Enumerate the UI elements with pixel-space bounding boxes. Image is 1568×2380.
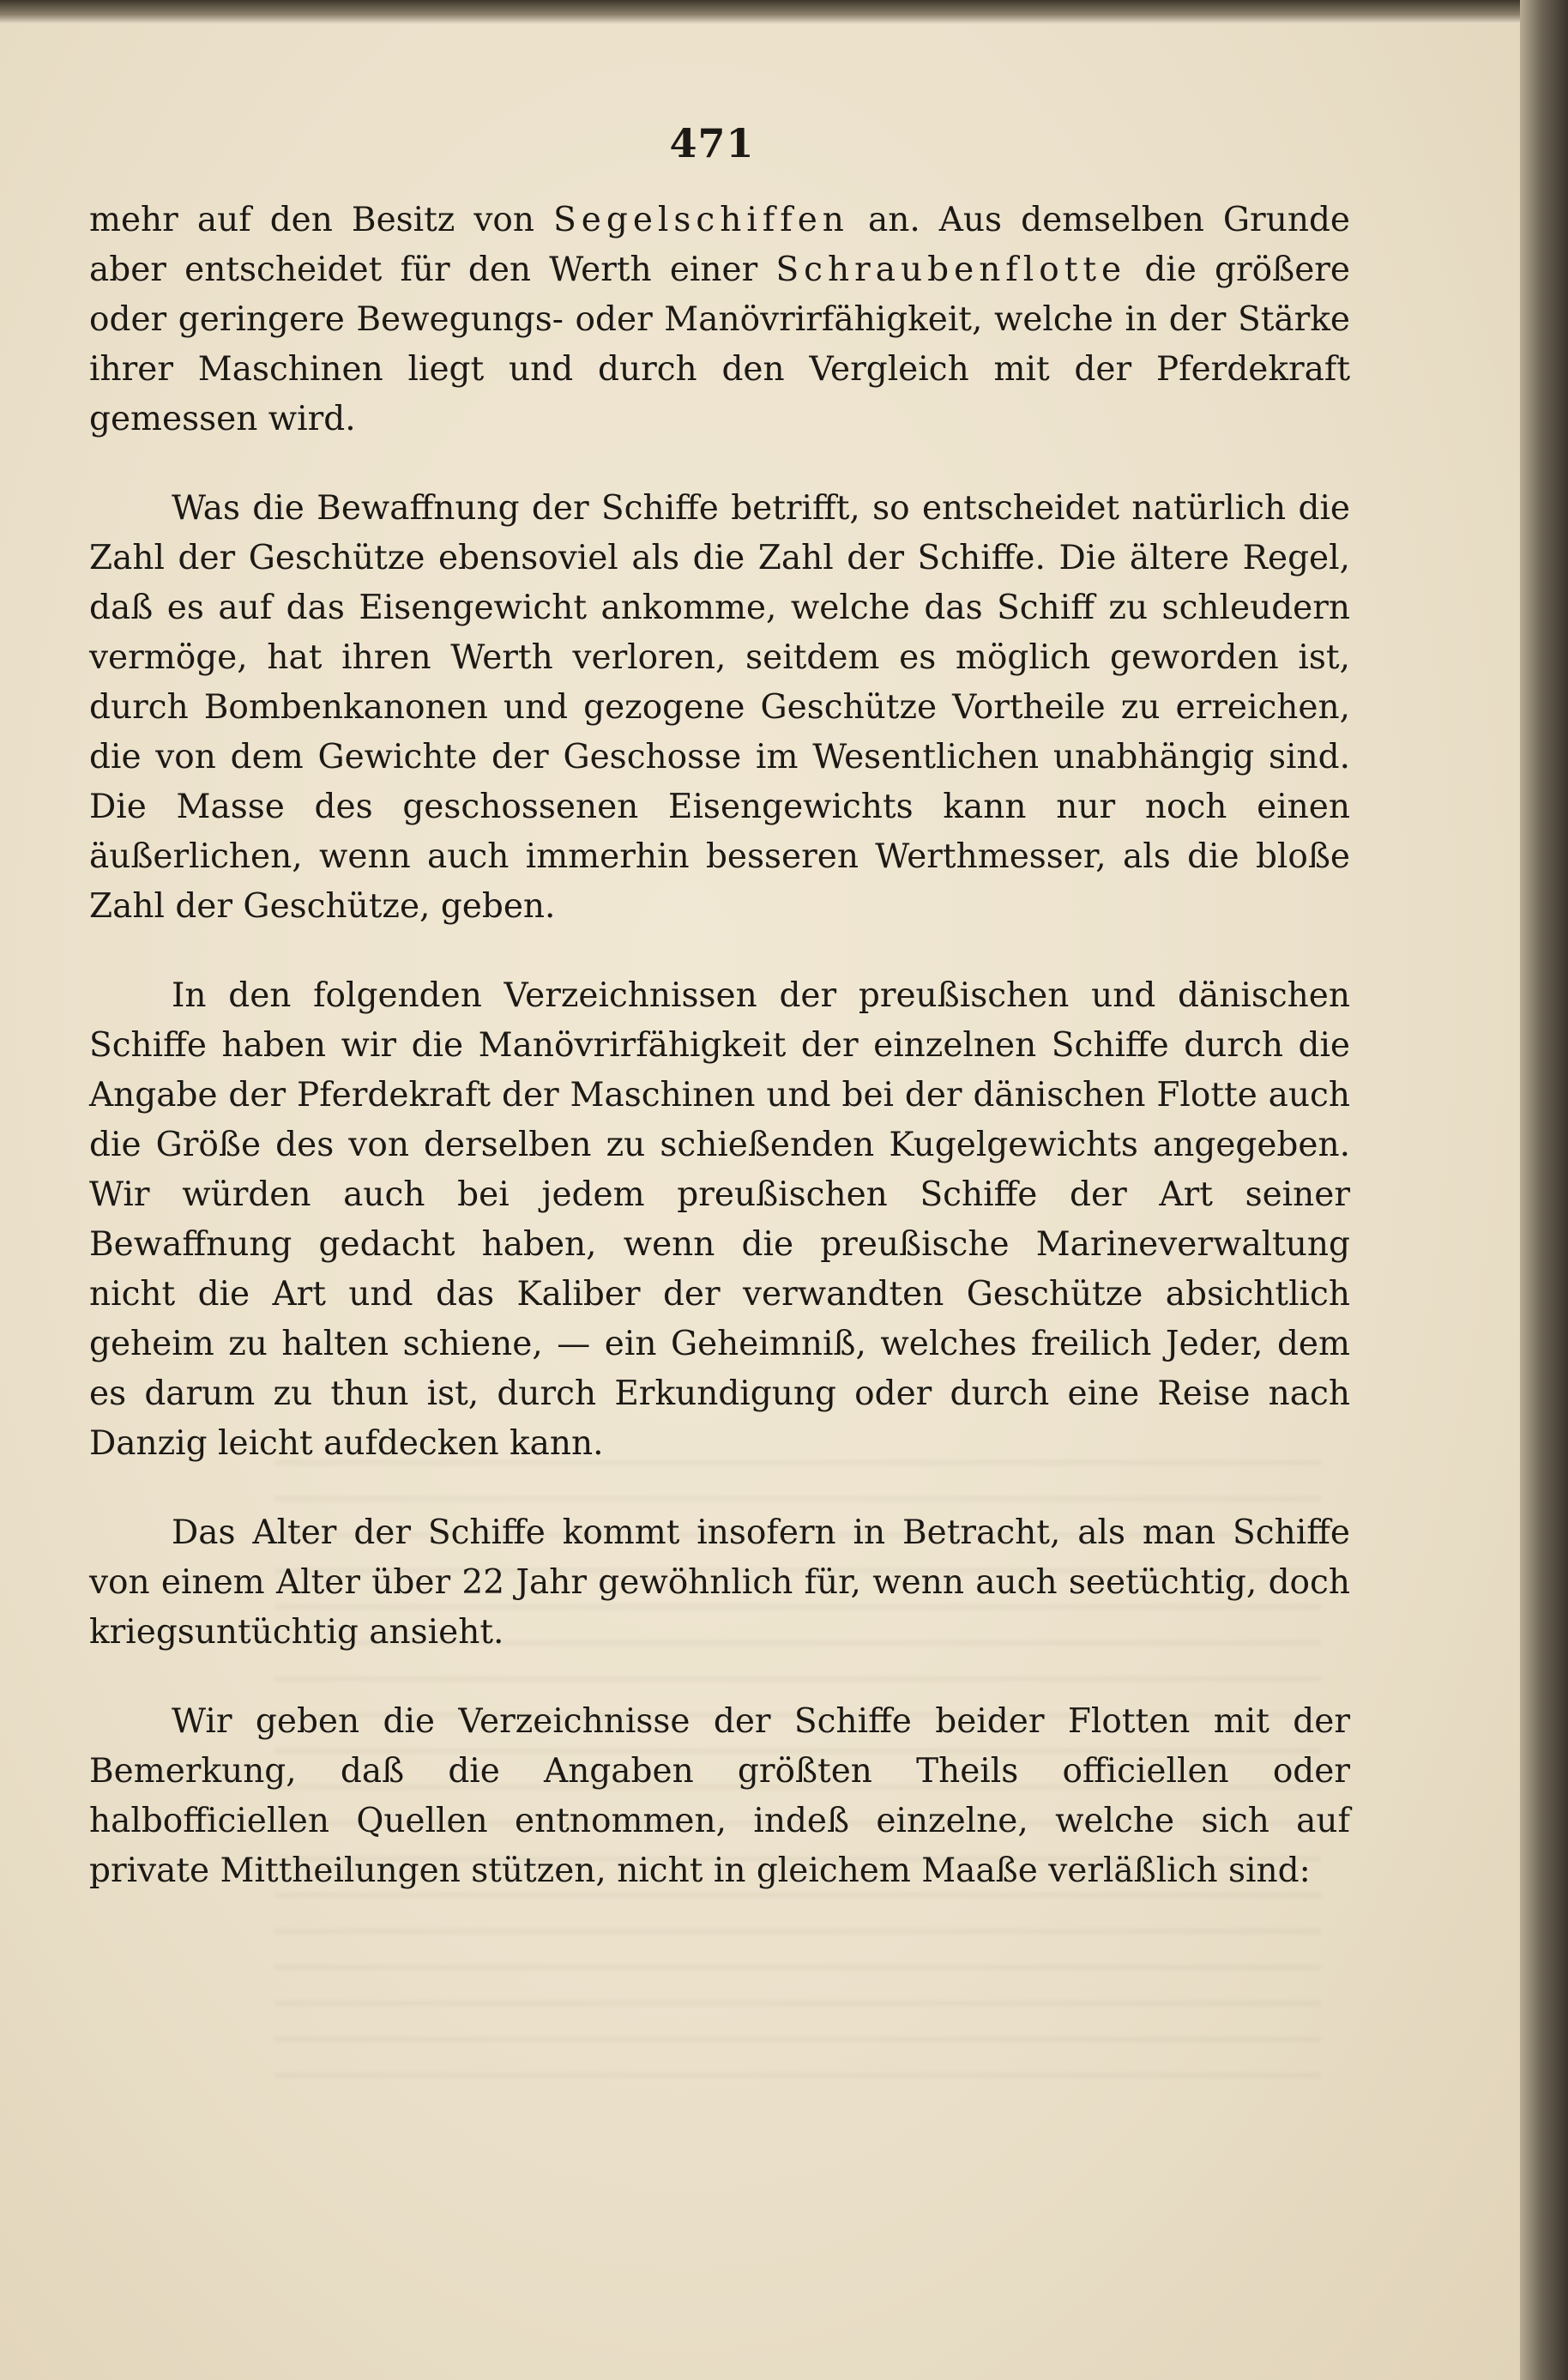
text-run: Das Alter der Schiffe kommt insofern in Betracht, als man Schiffe von einem Alter über 22 Jahr gewöhnlich für, wenn auch seetüchtig, doch kriegsuntüchtig ansieht.	[89, 1513, 1350, 1652]
text-run: mehr auf den Besitz von	[89, 201, 554, 239]
text-run: In den folgenden Verzeichnissen der preußischen und dänischen Schiffe haben wir die Manövrirfähigkeit der einzelnen Schiffe durch die Angabe der Pferdekraft der Maschinen und bei der dänischen Flotte auch die Größe des von derselben zu schießenden Kugelgewichts angegeben. Wir würden auch bei jedem preußischen Schiffe der Art seiner Bewaffnung gedacht haben, wenn die preußische Marineverwaltung nicht die Art und das Kaliber der verwandten Geschütze absichtlich geheim zu halten schiene, — ein Geheimniß, welches freilich Jeder, dem es darum zu thun ist, durch Erkundigung oder durch eine Reise nach Danzig leicht aufdecken kann.	[89, 976, 1350, 1463]
scan-top-edge	[0, 0, 1520, 24]
paragraph-ship-lists	[89, 971, 1350, 1469]
text-run-spaced: Schraubenflotte	[775, 251, 1127, 289]
text-run: Wir geben die Verzeichnisse der Schiffe beider Flotten mit der Bemerkung, daß die Angaben größten Theils officiellen oder halbofficiellen Quellen entnommen, indeß einzelne, welche sich auf private Mittheilungen stützen, nicht in gleichem Maaße verläßlich sind:	[89, 1702, 1350, 1890]
scan-right-edge	[1520, 0, 1568, 2380]
body-text	[89, 196, 1350, 1896]
text-run: die größere oder geringere Bewegungs- oder Manövrirfähigkeit, welche in der Stärke ihrer Maschinen liegt und durch den Vergleich mit der Pferdekraft gemessen wird.	[89, 251, 1350, 438]
text-run: Was die Bewaffnung der Schiffe betrifft, so entscheidet natürlich die Zahl der Geschütze ebensoviel als die Zahl der Schiffe. Die ältere Regel, daß es auf das Eisengewicht ankomme, welche das Schiff zu schleudern vermöge, hat ihren Werth verloren, seitdem es möglich geworden ist, durch Bombenkanonen und gezogene Geschütze Vortheile zu erreichen, die von dem Gewichte der Geschosse im Wesentlichen unabhängig sind. Die Masse des geschossenen Eisengewichts kann nur noch einen äußerlichen, wenn auch immerhin besseren Werthmesser, als die bloße Zahl der Geschütze, geben.	[89, 489, 1350, 926]
page-number: 471	[669, 120, 755, 166]
paragraph-armament	[89, 484, 1350, 932]
paragraph-sources	[89, 1697, 1350, 1896]
text-run: an. Aus demselben Grunde aber entscheidet für den Werth einer	[89, 201, 1350, 289]
paragraph-ship-age	[89, 1508, 1350, 1658]
text-run-spaced: Segelschiffen	[553, 201, 849, 239]
paragraph-continuation	[89, 196, 1350, 444]
